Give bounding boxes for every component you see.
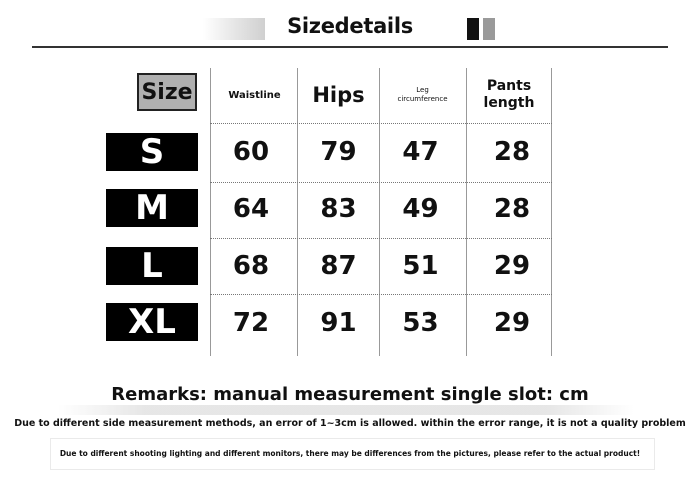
faded-text-artifact: [58, 405, 634, 415]
column-header-waistline: Waistline: [228, 89, 281, 101]
table-cell-leg-circumference: 47: [402, 137, 439, 167]
table-cell-hips: 83: [320, 194, 357, 224]
column-header-leg-circumference: [379, 68, 466, 122]
page-title: Sizedetails: [287, 14, 413, 38]
table-cell-leg-circumference: 53: [402, 308, 439, 338]
column-header-pants-length-label: Pants length: [483, 78, 535, 111]
table-cell-pants-length: 29: [493, 308, 531, 338]
table-cell-pants-length: 29: [493, 251, 531, 281]
table-cell-waistline: 64: [232, 194, 270, 224]
remarks-note-measurement-error: Due to different side measurement methods, an error of 1~3cm is allowed. within the error range, it is not a quality problem: [14, 418, 686, 429]
column-header-pants-length: [466, 68, 552, 122]
title-bar: [0, 0, 700, 50]
title-divider: [32, 46, 668, 48]
remarks-title: Remarks: manual measurement single slot: cm: [111, 384, 589, 405]
table-row-divider: [210, 123, 552, 124]
column-header-leg-circumference-label: Leg circumference: [397, 86, 448, 103]
size-label-l: L: [106, 247, 198, 285]
table-cell-leg-circumference: 49: [402, 194, 439, 224]
table-row-divider: [210, 238, 552, 239]
table-cell-pants-length: 28: [493, 194, 531, 224]
remarks-note-color-difference: Due to different shooting lighting and different monitors, there may be differences from the pictures, please refer to the actual product!: [59, 449, 641, 458]
table-cell-hips: 91: [320, 308, 357, 338]
table-row-divider: [210, 182, 552, 183]
table-cell-waistline: 72: [232, 308, 270, 338]
title-decoration-right: [467, 18, 495, 40]
table-cell-leg-circumference: 51: [402, 251, 439, 281]
column-header-hips: Hips: [312, 83, 365, 107]
size-label-xl: XL: [106, 303, 198, 341]
table-row-divider: [210, 294, 552, 295]
table-cell-waistline: 60: [232, 137, 270, 167]
size-column-header: Size: [137, 73, 197, 111]
table-cell-hips: 79: [320, 137, 357, 167]
table-cell-hips: 87: [320, 251, 357, 281]
size-label-m: M: [106, 189, 198, 227]
table-cell-waistline: 68: [232, 251, 270, 281]
table-cell-pants-length: 28: [493, 137, 531, 167]
size-label-s: S: [106, 133, 198, 171]
